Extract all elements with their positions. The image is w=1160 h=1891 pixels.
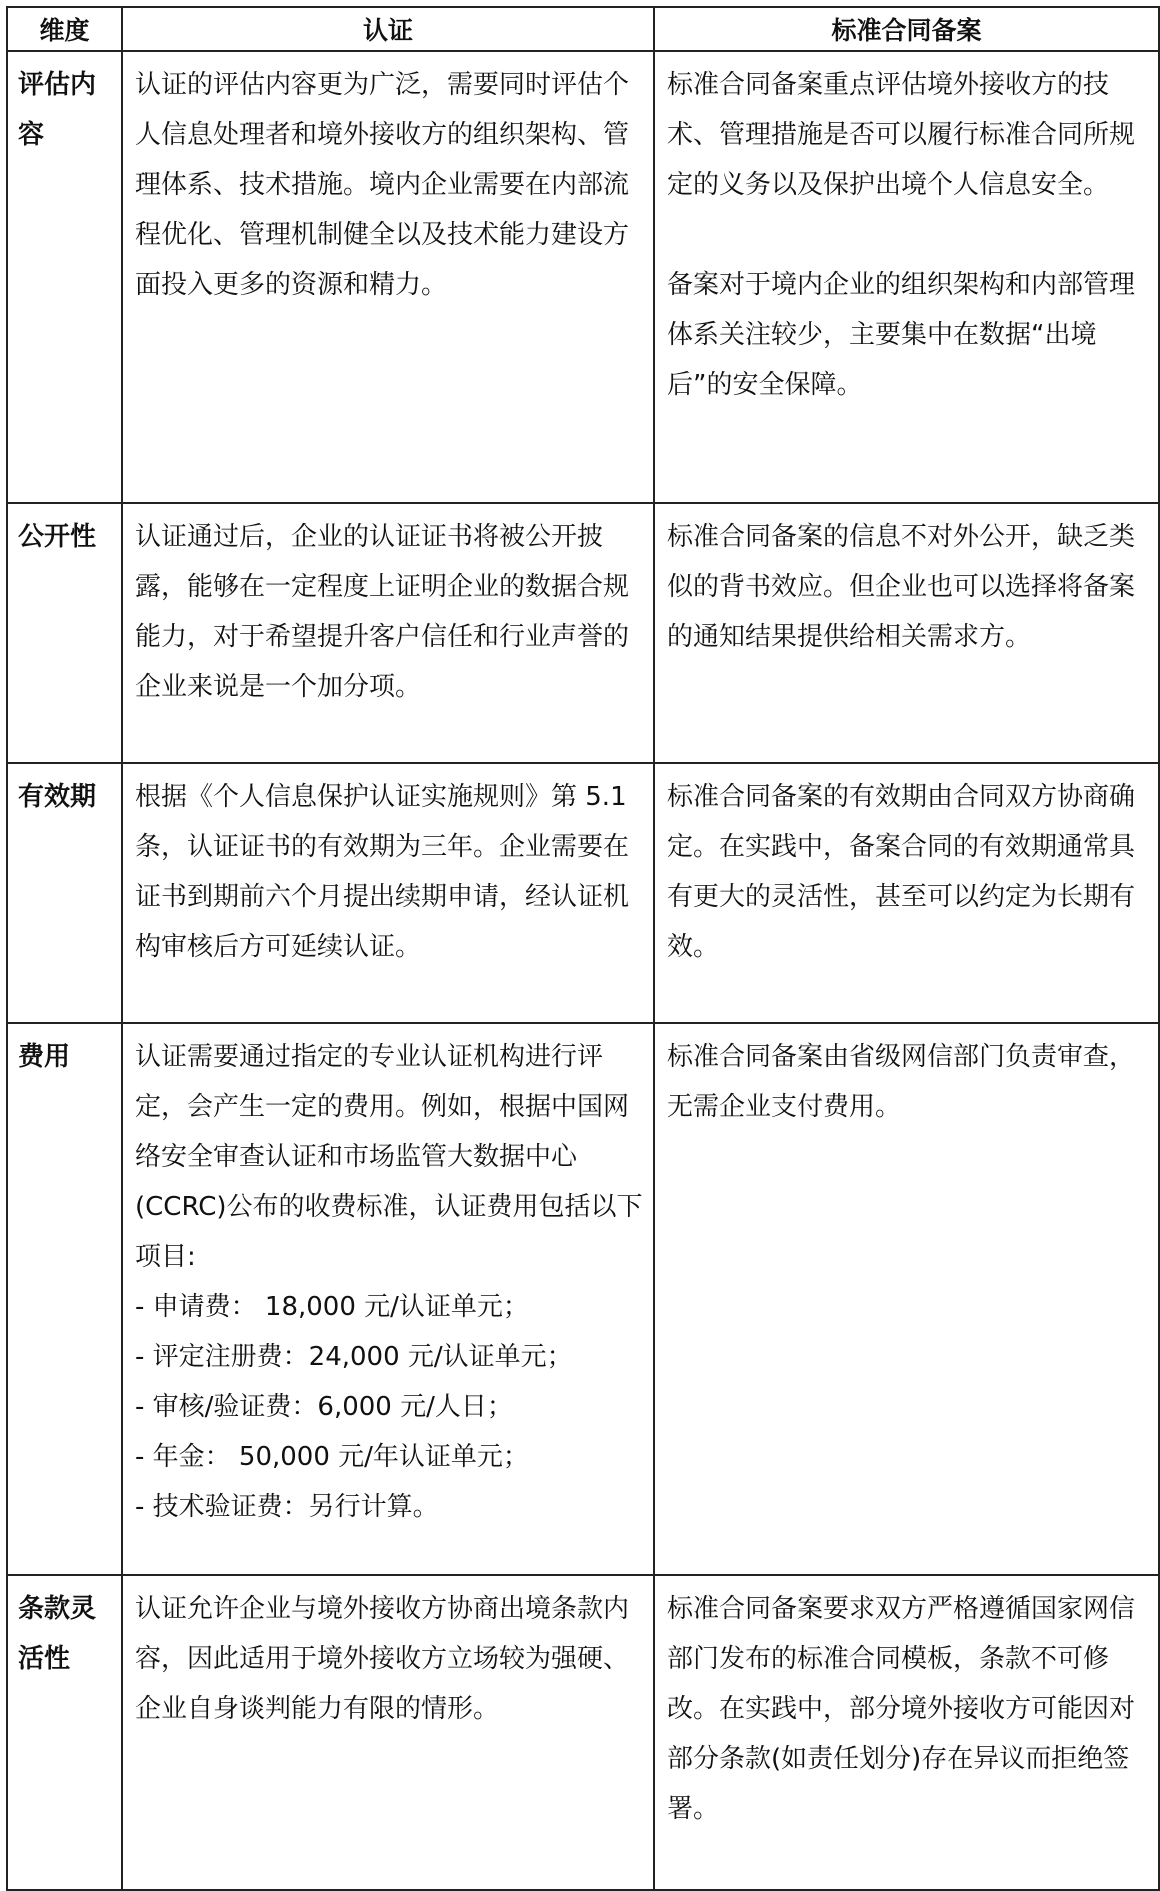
fee-item: - 年金： 50,000 元/年认证单元； bbox=[135, 1442, 529, 1472]
row-dimension: 条款灵活性 bbox=[7, 1575, 122, 1890]
table-row bbox=[7, 503, 1159, 763]
header-row bbox=[7, 7, 1159, 51]
filing-paragraph: 备案对于境内企业的组织架构和内部管理体系关注较少，主要集中在数据“出境后”的安全保障。 bbox=[667, 270, 1136, 400]
row-certification: 认证允许企业与境外接收方协商出境条款内容，因此适用于境外接收方立场较为强硬、企业自身谈判能力有限的情形。 bbox=[122, 1575, 654, 1890]
row-dimension: 评估内容 bbox=[7, 51, 122, 503]
row-certification: 根据《个人信息保护认证实施规则》第 5.1 条，认证证书的有效期为三年。企业需要在证书到期前六个月提出续期申请，经认证机构审核后方可延续认证。 bbox=[122, 763, 654, 1023]
table-row bbox=[7, 1023, 1159, 1575]
row-filing: 标准合同备案要求双方严格遵循国家网信部门发布的标准合同模板，条款不可修改。在实践中，部分境外接收方可能因对部分条款(如责任划分)存在异议而拒绝签署。 bbox=[654, 1575, 1159, 1890]
row-filing bbox=[654, 51, 1159, 503]
header-dimension: 维度 bbox=[7, 7, 122, 51]
row-dimension: 公开性 bbox=[7, 503, 122, 763]
table-row bbox=[7, 763, 1159, 1023]
header-filing: 标准合同备案 bbox=[654, 7, 1159, 51]
fee-item: - 技术验证费：另行计算。 bbox=[135, 1492, 439, 1522]
fee-intro: 认证需要通过指定的专业认证机构进行评定，会产生一定的费用。例如，根据中国网络安全审查认证和市场监管大数据中心(CCRC)公布的收费标准，认证费用包括以下项目: bbox=[135, 1042, 643, 1272]
comparison-table bbox=[6, 6, 1160, 1891]
table-row bbox=[7, 51, 1159, 503]
row-certification: 认证通过后，企业的认证证书将被公开披露，能够在一定程度上证明企业的数据合规能力，对于希望提升客户信任和行业声誉的企业来说是一个加分项。 bbox=[122, 503, 654, 763]
row-dimension: 有效期 bbox=[7, 763, 122, 1023]
fee-item: - 评定注册费：24,000 元/认证单元； bbox=[135, 1342, 573, 1372]
fee-item: - 审核/验证费：6,000 元/人日； bbox=[135, 1392, 513, 1422]
filing-paragraph: 标准合同备案重点评估境外接收方的技术、管理措施是否可以履行标准合同所规定的义务以及保护出境个人信息安全。 bbox=[667, 70, 1136, 200]
header-certification: 认证 bbox=[122, 7, 654, 51]
row-filing: 标准合同备案的信息不对外公开，缺乏类似的背书效应。但企业也可以选择将备案的通知结果提供给相关需求方。 bbox=[654, 503, 1159, 763]
table-row bbox=[7, 1575, 1159, 1890]
row-certification: 认证的评估内容更为广泛，需要同时评估个人信息处理者和境外接收方的组织架构、管理体系、技术措施。境内企业需要在内部流程优化、管理机制健全以及技术能力建设方面投入更多的资源和精力。 bbox=[122, 51, 654, 503]
fee-item: - 申请费： 18,000 元/认证单元； bbox=[135, 1292, 529, 1322]
row-filing: 标准合同备案的有效期由合同双方协商确定。在实践中，备案合同的有效期通常具有更大的灵活性，甚至可以约定为长期有效。 bbox=[654, 763, 1159, 1023]
row-dimension: 费用 bbox=[7, 1023, 122, 1575]
row-filing: 标准合同备案由省级网信部门负责审查，无需企业支付费用。 bbox=[654, 1023, 1159, 1575]
row-certification bbox=[122, 1023, 654, 1575]
